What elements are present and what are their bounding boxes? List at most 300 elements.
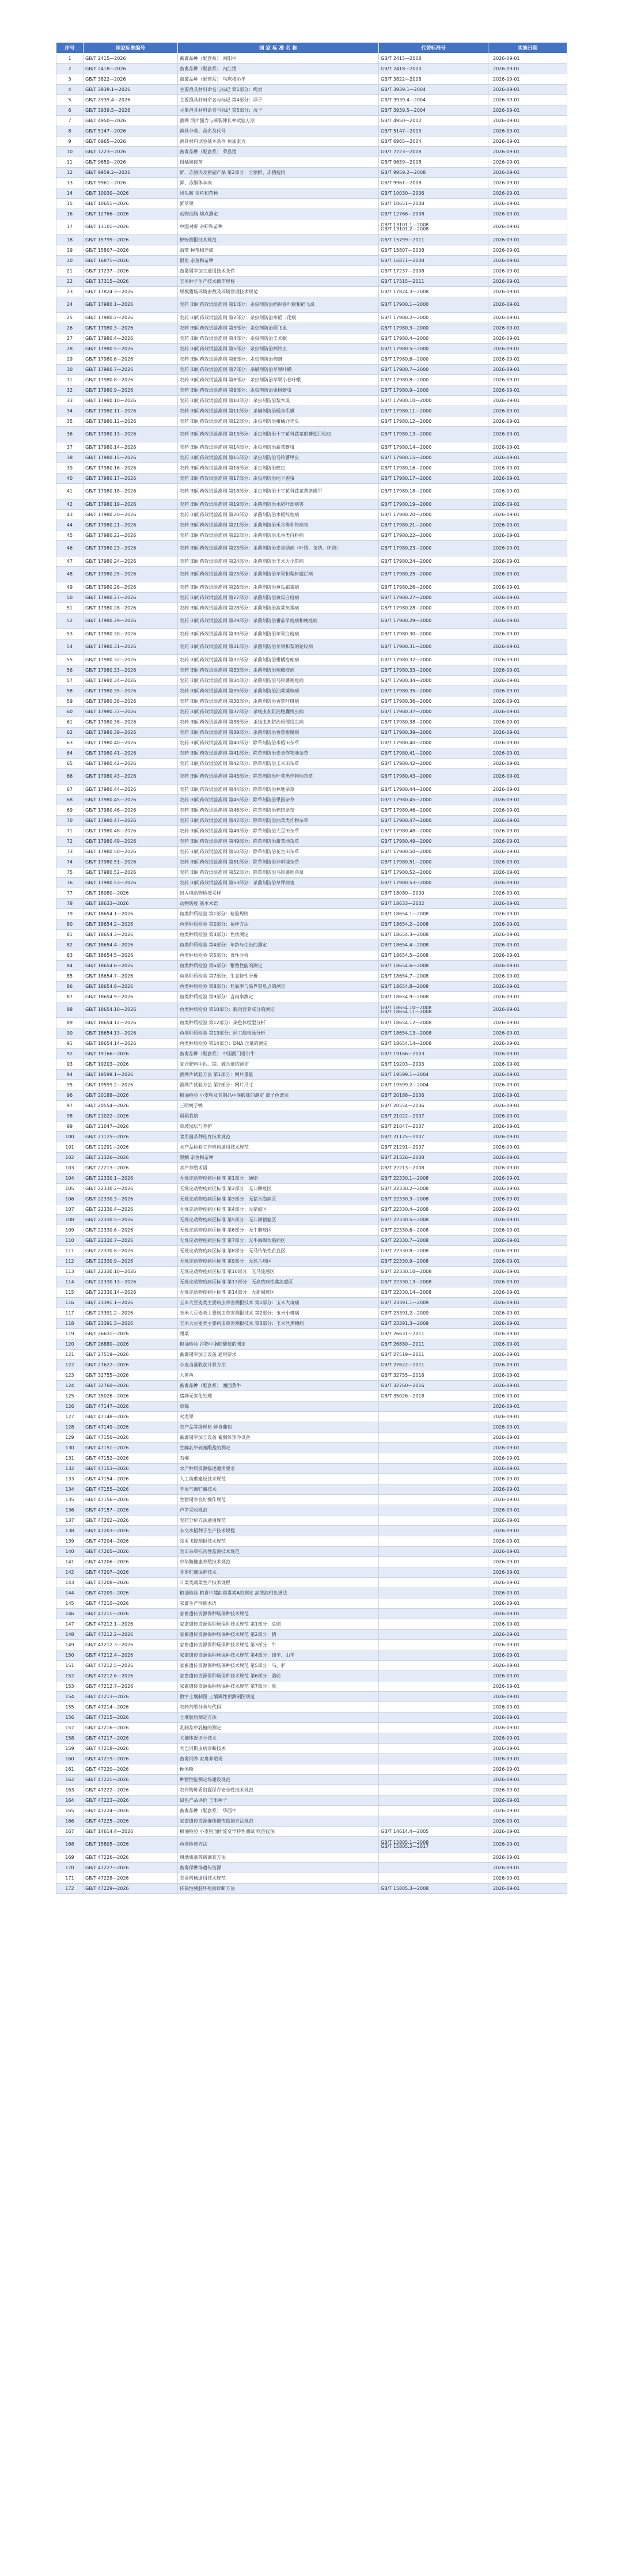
cell-standard-number: GB/T 17315—2026 [84,276,178,287]
cell-effective-date: 2026-09-01 [488,463,567,473]
table-row [56,1526,567,1536]
cell-standard-number: GB/T 47212.2—2026 [84,1630,178,1640]
cell-index: 123 [56,1370,84,1381]
cell-standard-number: GB/T 17980.32—2026 [84,655,178,665]
table-row [56,64,567,74]
cell-standard-number: GB/T 17980.31—2026 [84,639,178,655]
cell-standard-number: GB/T 19599.2—2026 [84,1080,178,1090]
cell-effective-date: 2026-09-01 [488,323,567,334]
table-row [56,396,567,406]
cell-index: 37 [56,442,84,453]
cell-replaced-standard: GB/T 17980.38—2000 [379,717,488,728]
cell-index: 113 [56,1267,84,1277]
cell-standard-number: GB/T 7223—2026 [84,147,178,157]
cell-effective-date: 2026-09-01 [488,1873,567,1884]
cell-standard-number: GB/T 47213—2026 [84,1692,178,1702]
cell-effective-date: 2026-09-01 [488,1308,567,1319]
cell-replaced-standard [379,1412,488,1422]
cell-effective-date: 2026-09-01 [488,1681,567,1692]
table-row [56,453,567,463]
table-row [56,982,567,992]
cell-effective-date: 2026-09-01 [488,219,567,235]
table-row [56,1681,567,1692]
cell-standard-number: GB/T 17980.22—2026 [84,531,178,541]
cell-standard-number: GB/T 47154—2026 [84,1474,178,1484]
cell-index: 84 [56,961,84,971]
table-row [56,1853,567,1863]
cell-standard-name: 无规定动物疫病区标准 第7部分：无牛海绵状脑病区 [178,1236,379,1246]
cell-replaced-standard: GB/T 7223—2008 [379,147,488,157]
cell-effective-date: 2026-09-01 [488,593,567,603]
cell-standard-name: 黑鲷 亲鱼和苗种 [178,1153,379,1163]
cell-standard-number: GB/T 17980.24—2026 [84,556,178,567]
cell-standard-number: GB/T 19203—2026 [84,1059,178,1070]
cell-standard-name: 农药 田间药效试验准则 第26部分：杀菌剂防治黄瓜霜霉病 [178,582,379,593]
cell-standard-name: 农药 田间药效试验准则 第49部分：除草剂防治甜菜地杂草 [178,836,379,847]
cell-index: 64 [56,748,84,759]
cell-standard-name: 家畜遗传资源群体遗传监测方法规范 [178,1816,379,1827]
table-row [56,759,567,769]
cell-standard-name: 家畜遗传资源保种场保种技术规范 [178,1609,379,1619]
table-row [56,1184,567,1194]
cell-index: 118 [56,1319,84,1329]
cell-standard-name: 无规定动物疫病区标准 第10部分：无马流感区 [178,1267,379,1277]
table-row [56,1059,567,1070]
cell-replaced-standard: GB/T 16871—2008 [379,256,488,266]
table-row [56,1547,567,1557]
cell-standard-name: 家畜遗传资源保种场保种技术规范 第2部分：猪 [178,1630,379,1640]
cell-standard-name: 粮油检验 小麦粉及其制品中溴酸盐的测定 离子色谱法 [178,1090,379,1101]
cell-index: 131 [56,1453,84,1464]
table-row [56,919,567,930]
cell-replaced-standard: GB/T 17980.37—2000 [379,707,488,717]
cell-standard-name: 叶菜类蔬菜生产技术规程 [178,1578,379,1588]
cell-replaced-standard: GB/T 15799—2011 [379,235,488,245]
cell-standard-number: GB/T 47150—2026 [84,1433,178,1443]
table-row [56,276,567,287]
cell-replaced-standard: GB/T 17980.9—2000 [379,385,488,396]
table-row [56,157,567,168]
cell-standard-name: 粮油检验 小麦粉面团流变学特性测试 吹泡仪法 [178,1827,379,1837]
table-row [56,510,567,520]
cell-index: 117 [56,1308,84,1319]
cell-standard-number: GB/T 32760—2026 [84,1381,178,1391]
cell-index: 23 [56,287,84,297]
table-row [56,1588,567,1598]
cell-effective-date: 2026-09-01 [488,1111,567,1122]
cell-standard-name: 主要渔具材料命名与标记 第5部分：沉子 [178,105,379,116]
cell-replaced-standard: GB/T 22330.3—2008 [379,1194,488,1204]
cell-effective-date: 2026-09-01 [488,1401,567,1412]
cell-standard-number: GB/T 15805—2026 [84,1837,178,1853]
cell-standard-name: 东亚飞蝗测报技术规范 [178,1536,379,1547]
cell-effective-date: 2026-09-01 [488,1547,567,1557]
cell-standard-name: 农药 田间药效试验准则 第25部分：杀菌剂防治苹果和梨树腐烂病 [178,567,379,582]
cell-index: 26 [56,323,84,334]
cell-standard-name: 银鱼 亲鱼和苗种 [178,256,379,266]
cell-index: 171 [56,1873,84,1884]
cell-standard-number: GB/T 26631—2026 [84,1329,178,1339]
cell-standard-name: 农药 田间药效试验准则 第9部分：杀虫剂防治果树蚜虫 [178,385,379,396]
table-row [56,266,567,276]
cell-standard-name: 农药 田间药效试验准则 第35部分：杀菌剂防治油菜菌核病 [178,686,379,696]
table-row [56,1163,567,1173]
cell-index: 143 [56,1578,84,1588]
table-row [56,1204,567,1215]
cell-standard-number: GB/T 17980.40—2026 [84,738,178,748]
table-row [56,54,567,64]
cell-replaced-standard: GB/T 27519—2011 [379,1350,488,1360]
cell-effective-date: 2026-09-01 [488,442,567,453]
table-row [56,365,567,375]
cell-index: 59 [56,696,84,707]
cell-index: 165 [56,1806,84,1816]
cell-replaced-standard [379,1650,488,1661]
cell-index: 61 [56,717,84,728]
cell-index: 94 [56,1070,84,1080]
cell-replaced-standard [379,1619,488,1630]
cell-effective-date: 2026-09-01 [488,992,567,1002]
cell-replaced-standard: GB/T 17824.3—2008 [379,287,488,297]
cell-effective-date: 2026-09-01 [488,1516,567,1526]
cell-standard-name: 农药 田间药效试验准则 第45部分：除草剂防治果园杂草 [178,795,379,805]
cell-replaced-standard: GB/T 18654.5—2008 [379,950,488,961]
cell-standard-number: GB/T 22330.3—2026 [84,1194,178,1204]
cell-effective-date: 2026-09-01 [488,769,567,785]
cell-replaced-standard: GB/T 18654.3—2008 [379,930,488,940]
cell-standard-number: GB/T 18080—2026 [84,888,178,899]
cell-index: 10 [56,147,84,157]
table-row [56,1002,567,1018]
table-row [56,769,567,785]
cell-effective-date: 2026-09-01 [488,1443,567,1453]
cell-effective-date: 2026-09-01 [488,126,567,137]
cell-effective-date: 2026-09-01 [488,940,567,950]
cell-index: 12 [56,168,84,178]
cell-replaced-standard: GB/T 17980.19—2000 [379,499,488,510]
cell-standard-name: 中华鳖健康养殖技术规范 [178,1557,379,1567]
cell-effective-date: 2026-09-01 [488,245,567,256]
cell-replaced-standard: GB/T 17980.49—2000 [379,836,488,847]
cell-standard-name: 农药 田间药效试验准则 第51部分：除草剂防治非耕地杂草 [178,857,379,867]
table-row [56,1225,567,1236]
cell-standard-name: 农药 田间药效试验准则 第2部分：杀虫剂防治水稻二化螟 [178,313,379,323]
cell-replaced-standard [379,1588,488,1598]
cell-index: 154 [56,1692,84,1702]
cell-standard-number: GB/T 17980.47—2026 [84,816,178,826]
cell-standard-name: 主要渔具材料命名与标记 第1部分：绳索 [178,85,379,95]
cell-standard-name: 乳制品中乳糖的测定 [178,1723,379,1733]
cell-replaced-standard: GB/T 17980.50—2000 [379,847,488,857]
table-row [56,836,567,847]
cell-replaced-standard: GB/T 17980.16—2000 [379,463,488,473]
table-row [56,1723,567,1733]
cell-effective-date: 2026-09-01 [488,1863,567,1873]
cell-replaced-standard [379,1516,488,1526]
cell-effective-date: 2026-09-01 [488,1567,567,1578]
table-header-row [56,43,567,54]
cell-index: 142 [56,1567,84,1578]
cell-replaced-standard: GB/T 27622—2011 [379,1360,488,1370]
cell-effective-date: 2026-09-01 [488,1754,567,1764]
cell-index: 79 [56,909,84,919]
cell-effective-date: 2026-09-01 [488,971,567,982]
cell-standard-name: 鱼类种质检验 第7部分：生态特性分析 [178,971,379,982]
cell-standard-number: GB/T 18654.1—2026 [84,909,178,919]
cell-replaced-standard [379,1775,488,1785]
cell-effective-date: 2026-09-01 [488,1526,567,1536]
table-row [56,1350,567,1360]
cell-effective-date: 2026-09-01 [488,416,567,427]
cell-standard-name: 鱼类种质检验 第8部分：耗氧率与临界窒息点的测定 [178,982,379,992]
table-row [56,1080,567,1090]
cell-index: 159 [56,1744,84,1754]
cell-standard-number: GB/T 22330.7—2026 [84,1236,178,1246]
cell-replaced-standard: GB/T 18654.7—2008 [379,971,488,982]
cell-standard-name: 畜禽保种场遗传资源 [178,1863,379,1873]
cell-standard-number: GB/T 47209—2026 [84,1588,178,1598]
cell-index: 38 [56,453,84,463]
cell-replaced-standard: GB/T 22330.8—2008 [379,1246,488,1256]
cell-standard-name: 芦笋采收规范 [178,1505,379,1516]
cell-index: 45 [56,531,84,541]
cell-effective-date: 2026-09-01 [488,1059,567,1070]
table-row [56,567,567,582]
cell-standard-name: 玉米大豆麦类主要病虫草害测报技术 第3部分：玉米丝黑穗病 [178,1319,379,1329]
cell-replaced-standard: GB/T 9961—2008 [379,178,488,188]
cell-effective-date: 2026-09-01 [488,137,567,147]
table-row [56,805,567,816]
cell-replaced-standard: GB/T 17980.10—2000 [379,396,488,406]
cell-index: 152 [56,1671,84,1681]
cell-standard-name: 畜禽品种（配套系） 荣昌猪 [178,147,379,157]
cell-standard-number: GB/T 47212.3—2026 [84,1640,178,1650]
cell-effective-date: 2026-09-01 [488,1101,567,1111]
cell-index: 51 [56,603,84,613]
table-row [56,1795,567,1806]
cell-standard-number: GB/T 10651—2026 [84,199,178,209]
table-row [56,178,567,188]
cell-standard-number: GB/T 47228—2026 [84,1873,178,1884]
cell-effective-date: 2026-09-01 [488,629,567,639]
cell-replaced-standard: GB/T 5147—2003 [379,126,488,137]
table-row [56,1308,567,1319]
table-row [56,463,567,473]
cell-index: 138 [56,1526,84,1536]
table-row [56,1557,567,1567]
table-row [56,1287,567,1298]
table-row [56,899,567,909]
cell-standard-name: 农药 田间药效试验准则 第40部分：除草剂防治水稻田杂草 [178,738,379,748]
cell-standard-number: GB/T 47217—2026 [84,1733,178,1744]
cell-standard-number: GB/T 47229—2026 [84,1884,178,1894]
cell-standard-number: GB/T 47156—2026 [84,1495,178,1505]
cell-standard-name: 中国对虾 亲虾和苗种 [178,219,379,235]
table-row [56,406,567,416]
table-row [56,313,567,323]
cell-index: 6 [56,105,84,116]
cell-standard-number: GB/T 18654.4—2026 [84,940,178,950]
cell-index: 52 [56,613,84,629]
table-row [56,686,567,696]
cell-effective-date: 2026-09-01 [488,147,567,157]
cell-replaced-standard: GB/T 22330.6—2008 [379,1225,488,1236]
cell-replaced-standard: GB/T 22330.14—2008 [379,1287,488,1298]
cell-replaced-standard: GB/T 23391.3—2009 [379,1319,488,1329]
table-row [56,354,567,365]
cell-standard-name: 农药 田间药效试验准则 第11部分：杀螨剂防治橘全爪螨 [178,406,379,416]
cell-standard-number: GB/T 22330.1—2026 [84,1173,178,1184]
cell-effective-date: 2026-09-01 [488,1806,567,1816]
cell-standard-name: 畜禽品种（配套系） 内江猪 [178,64,379,74]
table-row [56,888,567,899]
cell-replaced-standard: GB/T 12766—2008 [379,209,488,219]
cell-replaced-standard: GB/T 17980.39—2000 [379,728,488,738]
table-row [56,1111,567,1122]
cell-standard-number: GB/T 17980.15—2026 [84,453,178,463]
cell-effective-date: 2026-09-01 [488,1277,567,1287]
cell-index: 57 [56,676,84,686]
cell-replaced-standard: GB/T 17980.2—2000 [379,313,488,323]
table-row [56,1070,567,1080]
cell-replaced-standard: GB/T 17980.14—2000 [379,442,488,453]
cell-index: 29 [56,354,84,365]
cell-index: 67 [56,785,84,795]
cell-standard-name: 冬枣贮藏保鲜技术 [178,1567,379,1578]
table-row [56,1671,567,1681]
cell-replaced-standard: GB/T 23391.2—2009 [379,1308,488,1319]
table-row [56,245,567,256]
table-row [56,1816,567,1827]
cell-index: 3 [56,74,84,85]
cell-index: 66 [56,769,84,785]
cell-index: 156 [56,1713,84,1723]
table-row [56,1505,567,1516]
cell-standard-number: GB/T 47207—2026 [84,1567,178,1578]
cell-standard-name: 无规定动物疫病区标准 第9部分：无蓝舌病区 [178,1256,379,1267]
table-row [56,1256,567,1267]
cell-index: 85 [56,971,84,982]
cell-index: 7 [56,116,84,126]
header-standard-name: 国 家 标 准 名 称 [178,43,379,54]
cell-standard-name: 农药 田间药效试验准则 第43部分：除草剂防治叶菜类作物地杂草 [178,769,379,785]
cell-effective-date: 2026-09-01 [488,313,567,323]
cell-standard-number: GB/T 17980.42—2026 [84,759,178,769]
cell-effective-date: 2026-09-01 [488,484,567,499]
cell-index: 65 [56,759,84,769]
cell-effective-date: 2026-09-01 [488,95,567,105]
cell-effective-date: 2026-09-01 [488,805,567,816]
cell-standard-name: 小麦当量收获计算方法 [178,1360,379,1370]
cell-standard-number: GB/T 22330.4—2026 [84,1204,178,1215]
cell-standard-name: 农药 田间药效试验准则 第34部分：杀菌剂防治马铃薯晚疫病 [178,676,379,686]
cell-index: 129 [56,1433,84,1443]
cell-standard-name: 鱼类检疫方法 [178,1837,379,1853]
cell-effective-date: 2026-09-01 [488,1122,567,1132]
cell-index: 155 [56,1702,84,1713]
cell-index: 14 [56,188,84,199]
cell-replaced-standard: GB/T 22330.13—2008 [379,1277,488,1287]
cell-standard-name: 农药 田间药效试验准则 第16部分：杀虫剂防治蝗虫 [178,463,379,473]
cell-index: 132 [56,1464,84,1474]
table-row [56,1775,567,1785]
cell-replaced-standard: GB/T 18080—2000 [379,888,488,899]
cell-effective-date: 2026-09-01 [488,168,567,178]
cell-standard-name: 农药 田间药效试验准则 第7部分：杀螨剂防治苹果叶螨 [178,365,379,375]
cell-standard-name: 农药 田间药效试验准则 第46部分：除草剂防治棉田杂草 [178,805,379,816]
cell-effective-date: 2026-09-01 [488,199,567,209]
cell-standard-name: 绿色产品评价 玉米种子 [178,1795,379,1806]
cell-index: 2 [56,64,84,74]
cell-replaced-standard: GB/T 17980.24—2000 [379,556,488,567]
table-row [56,219,567,235]
cell-standard-name: 晨稻栽培 [178,1111,379,1122]
cell-effective-date: 2026-09-01 [488,836,567,847]
cell-index: 20 [56,256,84,266]
table-row [56,499,567,510]
cell-index: 36 [56,427,84,442]
cell-standard-number: GB/T 47212.5—2026 [84,1661,178,1671]
cell-index: 18 [56,235,84,245]
cell-index: 32 [56,385,84,396]
cell-index: 19 [56,245,84,256]
cell-index: 13 [56,178,84,188]
table-row [56,1474,567,1484]
cell-effective-date: 2026-09-01 [488,1816,567,1827]
cell-replaced-standard: GB/T 15805.1—2008 GB/T 15805.2—2017 [379,1837,488,1853]
cell-standard-number: GB/T 17980.2—2026 [84,313,178,323]
cell-index: 21 [56,266,84,276]
table-row [56,1598,567,1609]
cell-index: 140 [56,1547,84,1557]
cell-effective-date: 2026-09-01 [488,857,567,867]
cell-replaced-standard: GB/T 17980.33—2000 [379,665,488,676]
cell-effective-date: 2026-09-01 [488,1339,567,1350]
cell-standard-name: 农药剂型分类与代码 [178,1702,379,1713]
cell-effective-date: 2026-09-01 [488,1713,567,1723]
cell-standard-name: 鱼类种质检验 第12部分：染色体组型分析 [178,1018,379,1028]
cell-standard-name: 农药 田间药效试验准则 第24部分：杀菌剂防治玉米大小斑病 [178,556,379,567]
cell-standard-name: 农药 田间药效试验准则 第15部分：杀虫剂防治马铃薯甲虫 [178,453,379,463]
cell-effective-date: 2026-09-01 [488,1557,567,1567]
cell-replaced-standard: GB/T 2418—2003 [379,64,488,74]
cell-index: 56 [56,665,84,676]
cell-standard-number: GB/T 17980.17—2026 [84,473,178,484]
cell-index: 108 [56,1215,84,1225]
cell-index: 46 [56,541,84,556]
table-row [56,1122,567,1132]
cell-standard-number: GB/T 47212.1—2026 [84,1619,178,1630]
cell-standard-number: GB/T 17980.38—2026 [84,717,178,728]
cell-replaced-standard: GB/T 17980.8—2000 [379,375,488,385]
cell-standard-number: GB/T 17980.46—2026 [84,805,178,816]
cell-replaced-standard [379,1733,488,1744]
cell-index: 144 [56,1588,84,1598]
cell-standard-number: GB/T 17980.34—2026 [84,676,178,686]
cell-standard-name: 畜禽饲养 家禽养殖场 [178,1754,379,1764]
cell-standard-number: GB/T 47220—2026 [84,1764,178,1775]
cell-index: 98 [56,1111,84,1122]
table-row [56,1215,567,1225]
cell-replaced-standard: GB/T 17980.27—2000 [379,593,488,603]
cell-replaced-standard [379,1495,488,1505]
table-row [56,1236,567,1246]
cell-standard-name: 畜禽屠宰加工通用技术条件 [178,266,379,276]
cell-replaced-standard: GB/T 17980.18—2000 [379,484,488,499]
table-row [56,676,567,686]
cell-replaced-standard: GB/T 17980.29—2000 [379,613,488,629]
cell-standard-number: GB/T 17980.43—2026 [84,769,178,785]
